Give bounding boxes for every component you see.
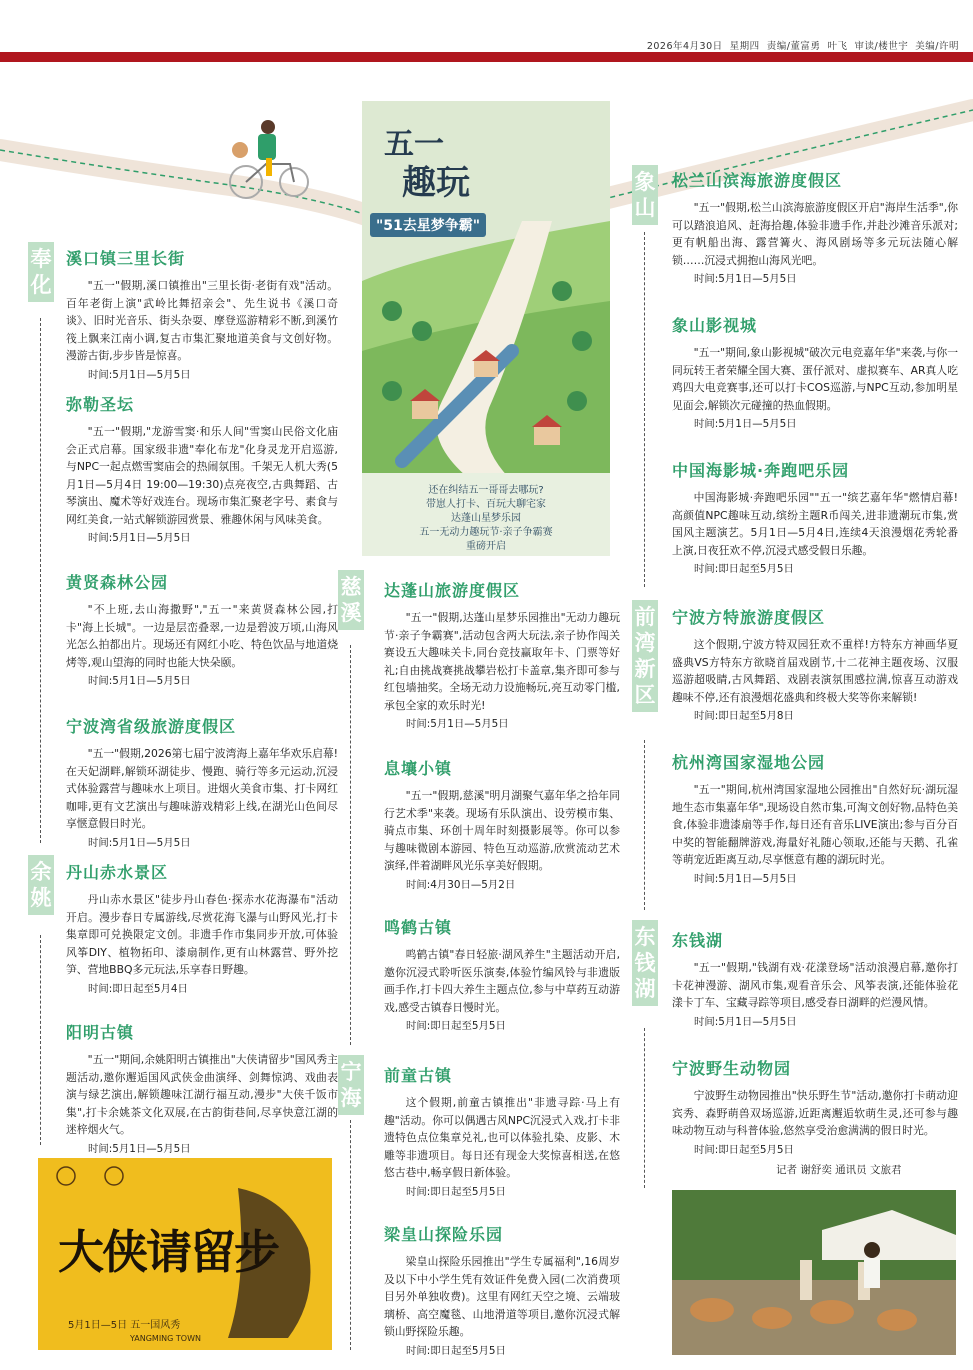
listing-body: "五一"期间,杭州湾国家湿地公园推出"自然好玩·湖玩湿地生态市集嘉年华",现场设自然市集,可淘文创好物,品特色美食,体验非遗漆扇等手作,每日还有音乐LIVE演出;参与百分百中奖的智能翻牌游戏,海量好礼随心领取,还能与天鹅、孔雀等萌宠近距离互动,尽享惬意有趣的湖玩时光。	[672, 783, 958, 866]
region-tag-ninghai: 宁海	[338, 1055, 364, 1115]
header-editor: 责编/董富勇	[766, 41, 821, 52]
listing-huangxian	[66, 570, 338, 690]
listing-time: 时间:5月1日—5月5日	[694, 418, 797, 430]
listing-time: 时间:即日起至5月5日	[694, 1143, 794, 1156]
listing-title: 丹山赤水景区	[66, 863, 169, 882]
ad-title: 大侠请留步	[58, 1225, 278, 1279]
column-divider-1	[40, 318, 41, 843]
listing-title: 梁皇山探险乐园	[384, 1225, 504, 1244]
listing-body: "不上班,去山海撒野","五一"来黄贤森林公园,打卡"海上长城"。一边是层峦叠翠,一边是碧波万顷,山海风光怎么拍都出片。现场还有网红小吃、特色饮品与地道烧烤等,观山望海的同时也能大快朵颐。	[66, 603, 338, 669]
cyclist-illustration	[228, 112, 310, 204]
header-designer: 叶飞	[827, 41, 848, 52]
poster-line-3: 达蓬山星梦乐园	[451, 513, 521, 524]
byline: 记者 谢舒奕 通讯员 文旅君	[776, 1164, 902, 1176]
listing-title: 宁波方特旅游度假区	[672, 608, 826, 627]
listing-fangte	[672, 605, 958, 725]
listing-time: 时间:即日起至5月4日	[88, 982, 188, 995]
listing-body: 丹山赤水景区"徒步丹山春色·探赤水花海瀑布"活动开启。漫步春日专属游线,尽赏花海飞瀑与山野风光,打卡集章即可兑换限定文创。非遗手作市集同步开放,可体验风筝DIY、植物拓印、漆扇制作,更有山林露营、野外挖笋、营地BBQ多元玩法,乐享春日野趣。	[66, 893, 338, 976]
zoo-photo	[672, 1190, 956, 1355]
listing-body: "五一"期间,余姚阳明古镇推出"大侠请留步"国风秀主题活动,邀你邂逅国风武侠金曲演绎、剑舞惊鸿、戏曲表演与绿艺演出,解锁趣味江湖行福互动,漫步"大侠千饭市集",打卡余姚茶文化双展,在古韵街巷间,尽享快意江湖的迷梓烟火气。	[66, 1053, 338, 1136]
listing-time: 时间:5月1日—5月5日	[88, 836, 191, 849]
listing-title: 宁波野生动物园	[672, 1059, 792, 1078]
listing-xirang	[384, 756, 620, 894]
listing-time: 时间:5月1日—5月5日	[694, 273, 797, 285]
column-divider-4	[350, 1120, 351, 1350]
poster-line-1: 还在纠结五一哥哥去哪玩?	[428, 485, 544, 496]
listing-yangming	[66, 1020, 338, 1158]
region-tag-fenghua: 奉化	[28, 242, 54, 302]
listing-title: 达蓬山旅游度假区	[384, 581, 521, 600]
listing-body: "五一"假期,"钱湖有戏·花漾登场"活动浪漫启幕,邀你打卡花神漫游、湖风市集,观看音乐会、风筝表演,还能体验花漾卡丁车、宝藏寻踪等项目,感受春日湖畔的烂漫风情。	[672, 961, 958, 1009]
poster-image	[362, 101, 610, 556]
listing-xiangshan-film	[672, 313, 958, 433]
region-tag-xiangshan: 象山	[632, 165, 658, 225]
header-proof: 审读/楼世宇	[854, 41, 909, 52]
listing-dongqianhu	[672, 928, 958, 1031]
poster-line-5: 重磅开启	[466, 541, 506, 552]
listing-title: 前童古镇	[384, 1066, 453, 1085]
listing-qiantong	[384, 1063, 620, 1201]
poster-line-4: 五一无动力趣玩节·亲子争霸赛	[419, 527, 553, 538]
listing-xikou	[66, 246, 338, 384]
listing-title: 松兰山滨海旅游度假区	[672, 171, 843, 190]
region-tag-cixi: 慈溪	[338, 570, 364, 630]
listing-songlanshan	[672, 168, 958, 288]
listing-body: "五一"假期,"龙游雪窦·和乐人间"雪窦山民俗文化庙会正式启幕。国家级非遗"奉化布龙"化身灵龙开启巡游,与NPC一起点燃雪窦庙会的热闹氛围。千架无人机大秀(5月1日—5月4日 19:00—19:30)点亮夜空,古典舞蹈、古琴演出、魔术等好戏连台。现场市集汇聚老字号、素食与网红美食,一站式解锁游园赏景、雅趣休闲与风味美食。	[66, 425, 338, 526]
ad-brand: YANGMING TOWN	[130, 1334, 201, 1343]
listing-title: 黄贤森林公园	[66, 573, 169, 592]
poster-line-2: 带崽人打卡、百玩大聊宅家	[426, 499, 546, 510]
listing-body: "五一"期间,象山影视城"破次元电竞嘉年华"来袭,与你一同玩转王者荣耀全国大赛、蛋仔派对、虚拟赛车、AR真人吃鸡四大电竞赛事,还可以打卡COS巡游,与NPC互动,参加明星见面会,解锁次元碰撞的热血假期。	[672, 346, 958, 412]
listing-body: "五一"假期,溪口镇推出"三里长街·老街有戏"活动。百年老街上演"武岭比舞招亲会"、先生说书《溪口奇谈》、旧时光音乐、街头杂耍、摩登巡游精彩不断,到溪竹筏上飘来江南小调,复古市集汇聚地道美食与文创好物。漫游古街,步步皆是惊喜。	[66, 279, 338, 362]
listing-ningbowan	[66, 714, 338, 852]
ad-date: 5月1日—5日 五一国风秀	[68, 1320, 181, 1331]
header-red-bar	[0, 52, 973, 62]
column-divider-3	[350, 645, 351, 1045]
listing-time: 时间:即日起至5月5日	[406, 1020, 506, 1032]
listing-time: 时间:即日起至5月5日	[406, 1185, 506, 1198]
listing-title: 东钱湖	[672, 931, 724, 950]
listing-body: "五一"假期,松兰山滨海旅游度假区开启"海岸生活季",你可以踏浪追风、赶海拾趣,体验非遗手作,并赴沙滩音乐派对;更有帆船出海、露营篝火、海风剧场等多元玩法随心解锁……沉浸式拥抱山海风光吧。	[672, 201, 958, 267]
listing-wetland	[672, 750, 958, 888]
column-divider-5	[644, 232, 645, 587]
region-tag-dongqianhu: 东钱湖	[632, 920, 658, 1006]
header-weekday: 星期四	[729, 41, 760, 52]
listing-dapeng	[384, 578, 620, 733]
listing-body: 中国海影城·奔跑吧乐园""五一"缤艺嘉年华"燃情启幕!高颜值NPC趣味互动,缤纷主题R币闯关,进非遗潮玩市集,赏国风主题演艺。5月1日—5月4日,连续4天浪漫烟花秀轮番上演,日夜狂欢不停,沉浸式感受假日乐趣。	[672, 491, 958, 557]
region-tag-yuyao: 余姚	[28, 855, 54, 915]
listing-time: 时间:即日起至5月5日	[406, 1344, 506, 1357]
listing-title: 弥勒圣坛	[66, 395, 135, 414]
listing-title: 阳明古镇	[66, 1023, 135, 1042]
listing-time: 时间:5月1日—5月5日	[694, 872, 797, 885]
column-divider-7	[644, 1028, 645, 1188]
ad-image	[38, 1158, 332, 1350]
listing-body: 这个假期,前童古镇推出"非遗寻踪·马上有趣"活动。你可以偶遇古风NPC沉浸式入戏,打卡非遗特色点位集章兑礼,也可以体验扎染、皮影、木雕等非遗项目。每日还有现金大奖惊喜相送,在悠悠古巷中,畅享假日新体验。	[384, 1096, 620, 1179]
listing-mile	[66, 392, 338, 547]
listing-body: 宁波野生动物园推出"快乐野生节"活动,邀你打卡萌动迎宾秀、森野萌兽双场巡游,近距离邂逅软萌生灵,还可参与趣味动物互动与科普体验,悠然享受治愈满满的假日时光。	[672, 1089, 958, 1137]
listing-time: 时间:5月1日—5月5日	[88, 1142, 191, 1155]
listing-benpao	[672, 458, 958, 578]
listing-title: 息壤小镇	[384, 759, 453, 778]
listing-body: "五一"假期,达蓬山星梦乐园推出"无动力趣玩节·亲子争霸赛",活动包含两大玩法,亲子协作闯关赛设五大趣味关卡,同台竞技赢取年卡、门票等好礼;自由挑战赛挑战攀岩松打卡盖章,集齐即可参与红包墙抽奖。全场无动力设施畅玩,亮互动零门槛,承包全家的欢乐时光!	[384, 611, 620, 712]
region-tag-qianwan: 前湾新区	[632, 600, 658, 712]
poster-title-2: 趣玩	[402, 163, 470, 203]
listing-time: 时间:5月1日—5月5日	[88, 675, 191, 687]
listing-lianghuang	[384, 1222, 620, 1360]
poster-title-1: 五一	[384, 127, 444, 162]
listing-body: 梁皇山探险乐园推出"学生专属福利",16周岁及以下中小学生凭有效证件免费入园(二次消费项目另外单独收费)。这里有网红天空之境、云端玻璃桥、高空魔毯、山地滑道等项目,邀你沉浸式解锁山野探险乐趣。	[384, 1255, 620, 1338]
column-divider-2	[40, 935, 41, 1145]
listing-time: 时间:5月1日—5月5日	[694, 1015, 797, 1028]
listing-body: 这个假期,宁波方特双园狂欢不重样!方特东方神画华夏盛典VS方特东方欲晓首届戏剧节,十二花神主题夜场、汉服巡游超吸睛,古风舞蹈、戏剧表演氛围感拉满,惊喜互动游戏趣味不停,还有浪漫烟花盛典和终极大奖等你来解锁!	[672, 638, 958, 704]
listing-time: 时间:4月30日—5月2日	[406, 878, 516, 891]
listing-minghe	[384, 915, 620, 1035]
listing-title: 杭州湾国家湿地公园	[672, 753, 826, 772]
listing-body: "五一"假期,2026第七届宁波湾海上嘉年华欢乐启幕!在天妃湖畔,解锁环湖徒步、慢跑、骑行等多元运动,沉浸式体验露营与趣味水上项目。进烟火美食市集、打卡网红咖啡,更有文艺演出与趣味游戏精彩上线,在湖光山色间尽享惬意假日时光。	[66, 747, 338, 830]
header-meta	[647, 38, 959, 52]
listing-time: 时间:5月1日—5月5日	[88, 368, 191, 381]
poster-subtitle: "51去星梦争霸"	[370, 213, 486, 237]
listing-danshan	[66, 860, 338, 998]
listing-title: 溪口镇三里长街	[66, 249, 186, 268]
listing-time: 时间:即日起至5月5日	[694, 563, 794, 575]
listing-title: 象山影视城	[672, 316, 758, 335]
listing-body: 鸣鹤古镇"春日轻旅·湖风养生"主题活动开启,邀你沉浸式聆听医乐演奏,体验竹编风铃与非遗版画手作,打卡四大养生主题点位,参与中草药互动游戏,感受古镇春日慢时光。	[384, 948, 620, 1014]
listing-time: 时间:即日起至5月8日	[694, 710, 794, 722]
header-layout: 美编/许明	[915, 41, 959, 52]
listing-body: "五一"假期,慈溪"明月湖聚气嘉年华之拾年同行艺术季"来袭。现场有乐队演出、设劳模市集、骑点市集、环创十周年时刻摄影展等。你可以参与趣味微剧本游园、特色互动巡游,欣赏流动艺术演绎,伴着湖畔风光乐享美好假期。	[384, 789, 620, 872]
column-divider-6	[644, 740, 645, 910]
listing-time: 时间:5月1日—5月5日	[88, 532, 191, 544]
header-date: 2026年4月30日	[646, 41, 723, 52]
listing-title: 宁波湾省级旅游度假区	[66, 717, 237, 736]
listing-title: 中国海影城·奔跑吧乐园	[672, 461, 850, 480]
listing-title: 鸣鹤古镇	[384, 918, 453, 937]
listing-zoo	[672, 1056, 958, 1159]
listing-time: 时间:5月1日—5月5日	[406, 718, 509, 730]
